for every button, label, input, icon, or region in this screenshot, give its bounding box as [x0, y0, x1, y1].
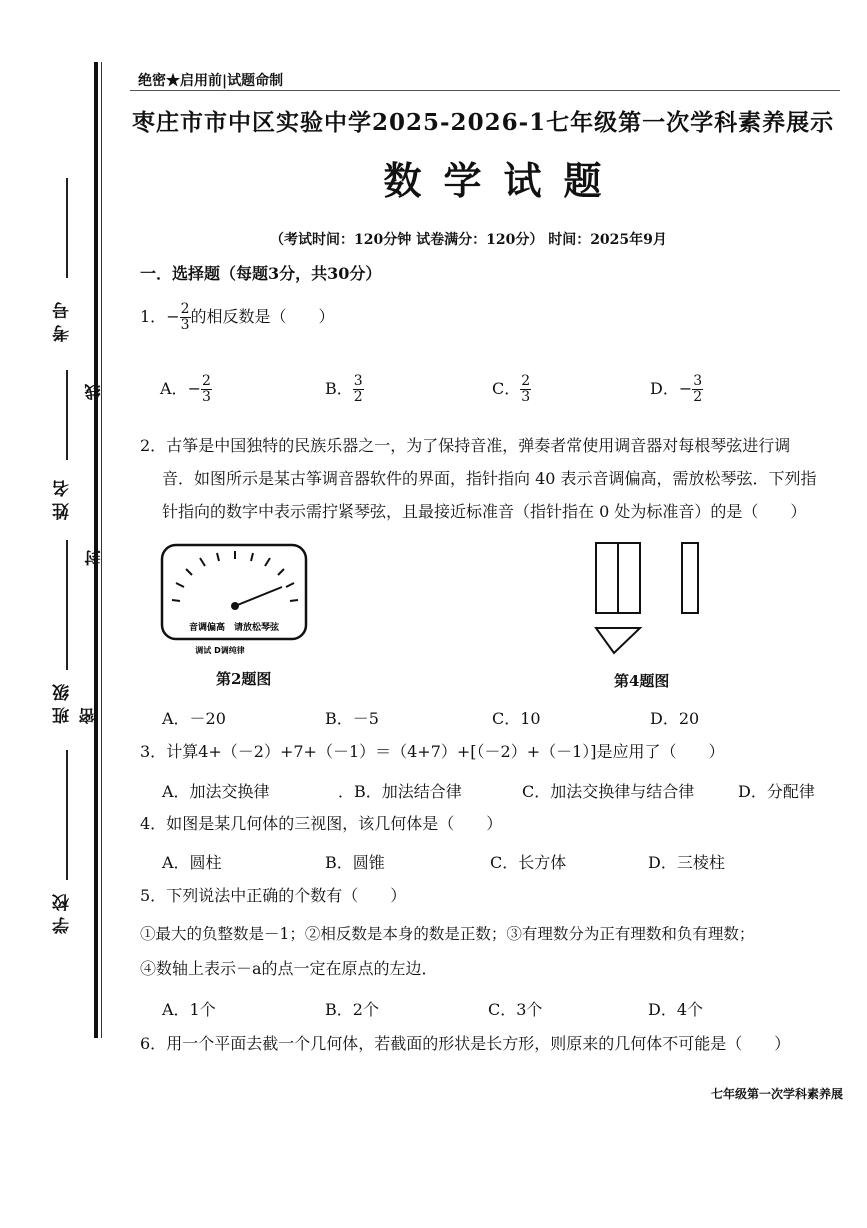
header-rule [130, 90, 840, 91]
option-3d: D．分配律 [738, 782, 815, 801]
question-stem: 的相反数是（ ） [190, 307, 335, 326]
exam-info: （考试时间：120分钟 试卷满分：120分） 时间：2025年9月 [270, 232, 667, 248]
school-title: 枣庄市市中区实验中学2025-2026-1七年级第一次学科素养展示 [132, 109, 835, 136]
label-exam-number: 考号 [53, 296, 73, 342]
option-2a: A．－20 [162, 709, 226, 728]
option-2c: C．10 [492, 709, 541, 728]
page-footer: 七年级第一次学科素养展 [710, 1087, 843, 1101]
option-2d: D．20 [650, 709, 700, 728]
label-name: 姓名 [53, 474, 73, 520]
blank-line-school [66, 750, 68, 880]
question-number: 1． [140, 307, 167, 326]
subject-title: 数学试题 [383, 158, 624, 203]
tuner-figure [160, 543, 310, 658]
tuner-pivot [231, 602, 239, 610]
sign: − [166, 307, 180, 326]
three-views-figure [590, 538, 710, 660]
option-2b: B．－5 [325, 709, 379, 728]
option-1d: D．− $\frac{3}{2}$ [650, 373, 703, 405]
option-1a: A．− $\frac{2}{3}$ [160, 373, 211, 405]
question-2: 2．古筝是中国独特的民族乐器之一，为了保持音准，弹奏者常使用调音器对每根琴弦进行调 音．如图所示是某古筝调音器软件的界面，指针指向 40 表示音调偏高，需放松琴弦．下列指 针指向的数字中表示需拧紧琴弦，且最接近标准音（指针指在 0 处为标准音）的是（ ） [140, 436, 817, 521]
option-3b: ．B．加法结合律 [338, 782, 462, 801]
label-school: 学校 [53, 888, 73, 934]
question-1 [140, 302, 335, 333]
question-5-statements-1: ①最大的负整数是－1；②相反数是本身的数是正数；③有理数分为正有理数和负有理数； [140, 925, 755, 943]
section-title: 一．选择题（每题3分，共30分） [140, 264, 382, 283]
option-3c: C．加法交换律与结合律 [522, 782, 695, 801]
option-1c: C． $\frac{2}{3}$ [492, 373, 531, 405]
option-5b: B．2个 [325, 1000, 379, 1019]
option-3a: A．加法交换律 [162, 782, 270, 801]
figure-4-caption: 第4题图 [614, 672, 670, 690]
question-4: 4．如图是某几何体的三视图，该几何体是（ ） [140, 814, 503, 833]
option-4d: D．三棱柱 [648, 853, 725, 872]
side-view [682, 543, 698, 613]
binding-mark-secret: 密 [78, 708, 97, 724]
option-4a: A．圆柱 [162, 853, 222, 872]
question-5: 5．下列说法中正确的个数有（ ） [140, 886, 407, 905]
question-5-statements-2: ④数轴上表示－a的点一定在原点的左边． [140, 959, 438, 978]
binding-mark-seal: 封 [84, 550, 103, 566]
fraction: $\frac{2}{3}$ [180, 301, 190, 333]
question-6: 6．用一个平面去截一个几何体，若截面的形状是长方形，则原来的几何体不可能是（ ） [140, 1034, 791, 1053]
option-4c: C．长方体 [490, 853, 567, 872]
option-5a: A．1个 [162, 1000, 216, 1019]
blank-line-name [66, 370, 68, 460]
option-5d: D．4个 [648, 1000, 704, 1019]
option-4b: B．圆锥 [325, 853, 385, 872]
label-class: 班级 [53, 678, 73, 724]
tuner-screen-text: 音调偏高 请放松琴弦 [188, 623, 280, 633]
secret-mark: 绝密★启用前|试题命制 [138, 73, 284, 89]
question-3: 3．计算4+（－2）+7+（－1）＝（4+7）+[（－2）+（－1）]是应用了（ ） [140, 742, 725, 761]
blank-line-class [66, 540, 68, 670]
binding-mark-line: 线 [84, 384, 103, 400]
option-5c: C．3个 [488, 1000, 543, 1019]
top-view [596, 628, 640, 653]
tuner-below-text: 调试 D调纯律 [195, 646, 245, 655]
figure-2-caption: 第2题图 [216, 670, 272, 688]
option-1b: B． $\frac{3}{2}$ [325, 373, 363, 405]
